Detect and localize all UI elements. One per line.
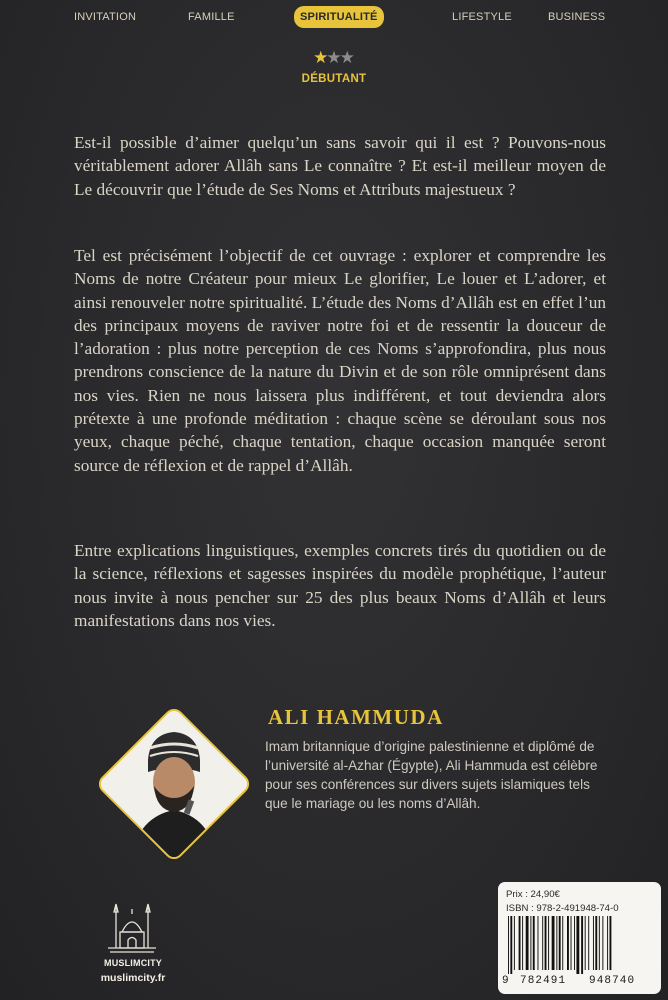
barcode-bar — [545, 916, 547, 970]
barcode-bar — [559, 916, 561, 970]
star-icon: ★ — [339, 48, 355, 68]
barcode-bar — [533, 916, 535, 970]
barcode-bar — [595, 916, 597, 970]
category-business: BUSINESS — [548, 11, 606, 23]
barcode-bar — [599, 916, 600, 970]
category-invitation: INVITATION — [74, 11, 137, 23]
barcode-bar — [567, 916, 569, 970]
publisher-mosque-icon — [102, 898, 162, 958]
isbn-text: ISBN : 978-2-491948-74-0 — [506, 903, 619, 914]
category-lifestyle: LIFESTYLE — [452, 11, 512, 23]
author-bio: Imam britannique d’origine palestinienne et diplômé de l’université al-Azhar (Égypte), Ali Hammuda est célèbre pour ses conférences sur divers sujets islamiques tels que le mariage ou les noms d’Allâh. — [265, 739, 598, 811]
barcode-label — [498, 882, 661, 994]
barcode-bar — [526, 916, 529, 970]
description-paragraph: Est-il possible d’aimer quelqu’un sans savoir qui il est ? Pouvons-nous véritablement adorer Allâh sans Le connaître ? Et est-il meilleur moyen de Le découvrir que l’étude de Ses Noms et Attributs majestueux ? — [74, 133, 606, 199]
barcode-bar — [576, 916, 579, 974]
category-famille: FAMILLE — [188, 11, 235, 23]
description-paragraph: Tel est précisément l’objectif de cet ouvrage : explorer et comprendre les Noms de notre Créateur pour mieux Le glorifier, Le louer et L’adorer, et ainsi renouveler notre spiritualité. L’étude des Noms d’Allâh est en effet l’un des principaux moyens de raviver notre foi et de ressentir la douceur de l’adoration : plus notre perception de ces Noms s’approfondira, plus nous prendrons conscience de la nature du Divin et de son rôle omniprésent dans nos vies. Rien ne nous laissera plus indifférent, et tout deviendra alors prétexte à une profonde méditation : chaque scène se déroulant sous nos yeux, chaque péché, chaque tentation, chaque occasion manquée seront source de réflexion et de rappel d’Allâh. — [74, 246, 606, 475]
category-spiritualite: SPIRITUALITÉ — [294, 6, 384, 28]
barcode-bar — [574, 916, 575, 970]
barcode-digits-left: 782491 — [520, 975, 567, 987]
star-icon: ★ — [313, 48, 329, 68]
barcode-bar — [522, 916, 523, 970]
barcode-bar — [585, 916, 586, 970]
publisher-website: muslimcity.fr — [100, 972, 166, 984]
barcode-bar — [581, 916, 583, 974]
difficulty-rating — [0, 48, 668, 68]
difficulty-label: DÉBUTANT — [301, 73, 367, 85]
star-icon: ★ — [326, 48, 342, 68]
barcode-bar — [530, 916, 531, 970]
barcode-bar — [510, 916, 512, 974]
barcode-digits-right: 948740 — [589, 975, 636, 987]
barcode-bar — [519, 916, 521, 970]
barcode-bar — [602, 916, 603, 970]
barcode-bar — [548, 916, 549, 970]
barcode-bar — [538, 916, 539, 970]
barcode-digit-first: 9 — [502, 975, 510, 987]
barcode-bar — [552, 916, 555, 970]
barcode-bar — [542, 916, 543, 970]
author-photo — [95, 705, 253, 863]
publisher-brand: MUSLIMCITY — [104, 958, 162, 968]
author-portrait-icon — [95, 705, 253, 863]
barcode-bar — [556, 916, 557, 970]
barcode-bar — [571, 916, 572, 970]
barcode-bar — [607, 916, 608, 970]
barcode-bars — [506, 916, 653, 974]
barcode-bar — [514, 916, 515, 970]
author-name: ALI HAMMUDA — [268, 705, 444, 729]
barcode-bar — [588, 916, 589, 970]
barcode-bar — [562, 916, 563, 970]
category-bar — [0, 0, 668, 36]
price-text: Prix : 24,90€ — [506, 889, 560, 900]
barcode-bar — [508, 916, 509, 974]
barcode-bar — [593, 916, 594, 970]
description-paragraph: Entre explications linguistiques, exemples concrets tirés du quotidien ou de la science, réflexions et sagesses inspirées du modèle prophétique, l’auteur nous invite à nous pencher sur 25 des plus beaux Noms d’Allâh et leurs manifestations dans nos vies. — [74, 541, 606, 630]
barcode-bar — [609, 916, 611, 970]
